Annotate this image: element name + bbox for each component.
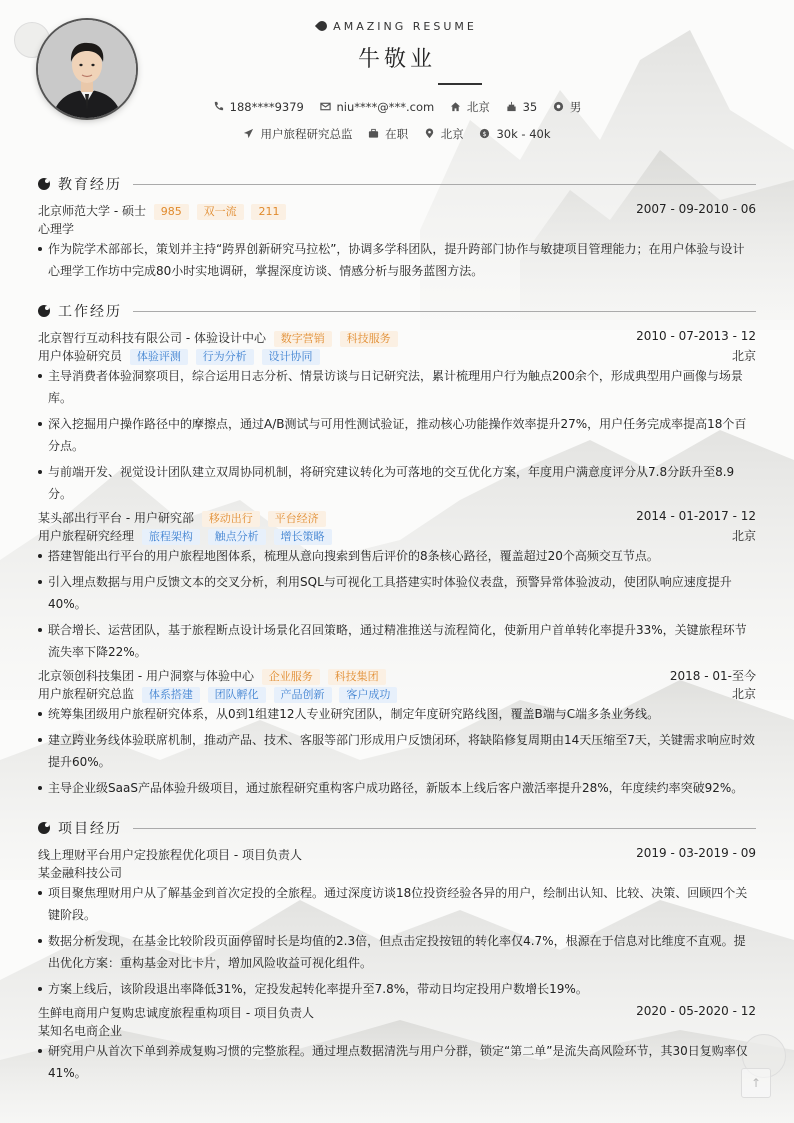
- city-text: 北京: [466, 100, 490, 114]
- job-location-text: 北京: [440, 127, 464, 141]
- company-name: 北京领创科技集团 - 用户洞察与体验中心: [38, 669, 254, 683]
- gender-text: 男: [569, 100, 582, 114]
- section-title: 工作经历: [58, 304, 122, 320]
- project-org: 某知名电商企业: [38, 1024, 123, 1038]
- work-bullet: [38, 619, 756, 663]
- work-city: 北京: [731, 349, 756, 363]
- phone-icon: [213, 101, 224, 112]
- role-tag: 触点分析: [208, 529, 266, 545]
- work-role-row: [38, 347, 756, 365]
- project-bullet: [38, 930, 756, 974]
- section-bullet-icon: [38, 178, 50, 190]
- work-city: 北京: [731, 687, 756, 701]
- job-location: [424, 126, 464, 142]
- role-tag: 产品创新: [274, 687, 332, 703]
- company-tag: 移动出行: [202, 511, 260, 527]
- bullet-dot: [38, 712, 42, 716]
- contact-age: [506, 100, 538, 114]
- work-city: 北京: [731, 529, 756, 543]
- education-major: 心理学: [38, 222, 75, 236]
- briefcase-icon: [368, 128, 379, 139]
- bullet-dot: [38, 580, 42, 584]
- bullet-text: 项目聚焦理财用户从了解基金到首次定投的全旅程。通过深度访谈18位投资经验各异的用户，绘制出认知、比较、决策、回顾四个关键阶段。: [48, 886, 748, 922]
- job-status-text: 在职: [385, 127, 409, 141]
- company-tag: 平台经济: [268, 511, 326, 527]
- project-section-header: [38, 818, 756, 838]
- role-tag: 体系搭建: [142, 687, 200, 703]
- company-name: 北京智行互动科技有限公司 - 体验设计中心: [38, 331, 266, 345]
- tagline-text: AMAZING RESUME: [333, 20, 477, 33]
- work-date: 2018 - 01-至今: [669, 669, 756, 683]
- work-bullet: [38, 729, 756, 773]
- company-tag: 科技服务: [340, 331, 398, 347]
- scroll-to-top-button[interactable]: ↑: [741, 1068, 771, 1098]
- project-name: 生鲜电商用户复购忠诚度旅程重构项目 - 项目负责人: [38, 1006, 314, 1020]
- bullet-dot: [38, 422, 42, 426]
- contact-phone: [213, 100, 304, 114]
- bullet-dot: [38, 374, 42, 378]
- project-name-row: [38, 1004, 756, 1022]
- job-row: [0, 126, 794, 142]
- bullet-dot: [38, 247, 42, 251]
- role-tag: 客户成功: [339, 687, 397, 703]
- work-bullet: [38, 571, 756, 615]
- location-icon: [424, 128, 435, 139]
- project-bullet: [38, 1040, 756, 1084]
- leaf-icon: [315, 19, 329, 33]
- contact-city: [450, 99, 490, 115]
- role-name: 用户旅程研究总监: [38, 687, 135, 701]
- section-bullet-icon: [38, 822, 50, 834]
- role-tag: 团队孵化: [208, 687, 266, 703]
- section-title: 项目经历: [58, 821, 122, 837]
- bullet-text: 与前端开发、视觉设计团队建立双周协同机制，将研究建议转化为可落地的交互优化方案，年度用户满意度评分从7.8分跃升至8.9分。: [48, 465, 735, 501]
- role-tag: 旅程架构: [142, 529, 200, 545]
- home-icon: [450, 101, 461, 112]
- section-divider: [133, 311, 756, 312]
- school-tag: 211: [251, 204, 286, 220]
- project-name-row: [38, 846, 756, 864]
- work-bullet: [38, 703, 756, 725]
- work-bullet: [38, 777, 756, 799]
- role-name: 用户体验研究员: [38, 349, 123, 363]
- job-salary: [479, 127, 550, 141]
- school-name: 北京师范大学 - 硕士: [38, 204, 146, 218]
- bullet-text: 建立跨业务线体验联席机制，推动产品、技术、客服等部门形成用户反馈闭环，将缺陷修复周期由14天压缩至7天，关键需求响应时效提升60%。: [48, 733, 755, 769]
- role-tag: 设计协同: [262, 349, 320, 365]
- role-tag: 行为分析: [196, 349, 254, 365]
- email-text: niu****@***.com: [336, 100, 435, 114]
- project-name: 线上理财平台用户定投旅程优化项目 - 项目负责人: [38, 848, 302, 862]
- salary-text: 30k - 40k: [496, 127, 551, 141]
- education-bullet: [38, 238, 756, 282]
- company-tag: 企业服务: [262, 669, 320, 685]
- bullet-dot: [38, 939, 42, 943]
- work-bullet: [38, 545, 756, 567]
- svg-text:$: $: [482, 129, 487, 138]
- project-org: 某金融科技公司: [38, 866, 123, 880]
- bullet-dot: [38, 891, 42, 895]
- bullet-dot: [38, 786, 42, 790]
- salary-icon: [479, 128, 490, 139]
- job-title-text: 用户旅程研究总监: [260, 127, 353, 141]
- bullet-dot: [38, 1049, 42, 1053]
- section-divider: [133, 828, 756, 829]
- work-bullet: [38, 461, 756, 505]
- education-section-header: [38, 174, 756, 194]
- bullet-text: 联合增长、运营团队，基于旅程断点设计场景化召回策略，通过精准推送与流程简化，使新用户首单转化率提升33%，关键旅程环节流失率下降22%。: [48, 623, 747, 659]
- bullet-text: 深入挖掘用户操作路径中的摩擦点，通过A/B测试与可用性测试验证，推动核心功能操作效率提升27%，用户任务完成率提高18个百分点。: [48, 417, 747, 453]
- job-title: [243, 126, 352, 142]
- role-name: 用户旅程研究经理: [38, 529, 135, 543]
- section-title: 教育经历: [58, 177, 122, 193]
- work-bullet: [38, 413, 756, 457]
- education-date: 2007 - 09-2010 - 06: [636, 202, 756, 216]
- section-bullet-icon: [38, 305, 50, 317]
- work-bullet: [38, 365, 756, 409]
- bullet-dot: [38, 738, 42, 742]
- work-company-row: [38, 329, 756, 347]
- bullet-text: 方案上线后，该阶段退出率降低31%，定投发起转化率提升至7.8%，带动日均定投用户数增长19%。: [48, 982, 588, 996]
- work-date: 2014 - 01-2017 - 12: [636, 509, 756, 523]
- project-date: 2020 - 05-2020 - 12: [636, 1004, 756, 1018]
- work-company-row: [38, 667, 756, 685]
- work-role-row: [38, 527, 756, 545]
- contact-email: [320, 100, 435, 114]
- resume-tagline: [0, 20, 794, 33]
- bullet-text: 主导消费者体验洞察项目，综合运用日志分析、情景访谈与日记研究法，累计梳理用户行为触点200余个，形成典型用户画像与场景库。: [48, 369, 743, 405]
- work-section-header: [38, 301, 756, 321]
- section-divider: [133, 184, 756, 185]
- work-company-row: [38, 509, 756, 527]
- bullet-text: 主导企业级SaaS产品体验升级项目，通过旅程研究重构客户成功路径，新版本上线后客户激活率提升28%，年度续约率突破92%。: [48, 781, 744, 795]
- bullet-text: 数据分析发现，在基金比较阶段页面停留时长是均值的2.3倍，但点击定投按钮的转化率仅4.7%，根源在于信息对比维度不直观。提出优化方案：重构基金对比卡片，增加风险收益可视化组件。: [48, 934, 746, 970]
- job-status: [368, 126, 408, 142]
- project-bullet: [38, 978, 756, 1000]
- bullet-text: 引入埋点数据与用户反馈文本的交叉分析，利用SQL与可视化工具搭建实时体验仪表盘，预警异常体验波动，使团队响应速度提升40%。: [48, 575, 732, 611]
- candidate-name: 牛敬业: [357, 47, 436, 72]
- school-tag: 双一流: [197, 204, 244, 220]
- bullet-dot: [38, 987, 42, 991]
- name-underline: [438, 83, 482, 85]
- bullet-text: 作为院学术部部长，策划并主持“跨界创新研究马拉松”，协调多学科团队，提升跨部门协作与敏捷项目管理能力；在用户体验与设计心理学工作坊中完成80小时实地调研，掌握深度访谈、情感分析与服务蓝图方法。: [48, 242, 745, 278]
- work-date: 2010 - 07-2013 - 12: [636, 329, 756, 343]
- bullet-dot: [38, 554, 42, 558]
- age-text: 35: [522, 100, 538, 114]
- mail-icon: [320, 101, 331, 112]
- cake-icon: [506, 101, 517, 112]
- work-role-row: [38, 685, 756, 703]
- company-name: 某头部出行平台 - 用户研究部: [38, 511, 194, 525]
- bullet-text: 统筹集团级用户旅程研究体系，从0到1组建12人专业研究团队，制定年度研究路线图，覆盖B端与C端多条业务线。: [48, 707, 660, 721]
- role-tag: 增长策略: [274, 529, 332, 545]
- phone-text: 188****9379: [229, 100, 304, 114]
- contact-row: [0, 99, 794, 115]
- contact-gender: [553, 99, 582, 115]
- project-date: 2019 - 03-2019 - 09: [636, 846, 756, 860]
- project-bullet: [38, 882, 756, 926]
- bullet-dot: [38, 628, 42, 632]
- company-tag: 科技集团: [328, 669, 386, 685]
- bullet-dot: [38, 470, 42, 474]
- send-icon: [243, 128, 254, 139]
- company-tag: 数字营销: [274, 331, 332, 347]
- bullet-text: 搭建智能出行平台的用户旅程地图体系，梳理从意向搜索到售后评价的8条核心路径，覆盖超过20个高频交互节点。: [48, 549, 659, 563]
- gender-icon: [553, 101, 564, 112]
- bullet-text: 研究用户从首次下单到养成复购习惯的完整旅程。通过埋点数据清洗与用户分群，锁定“第二单”是流失高风险环节，其30日复购率仅41%。: [48, 1044, 748, 1080]
- education-item: [38, 202, 756, 220]
- school-tag: 985: [154, 204, 189, 220]
- role-tag: 体验评测: [130, 349, 188, 365]
